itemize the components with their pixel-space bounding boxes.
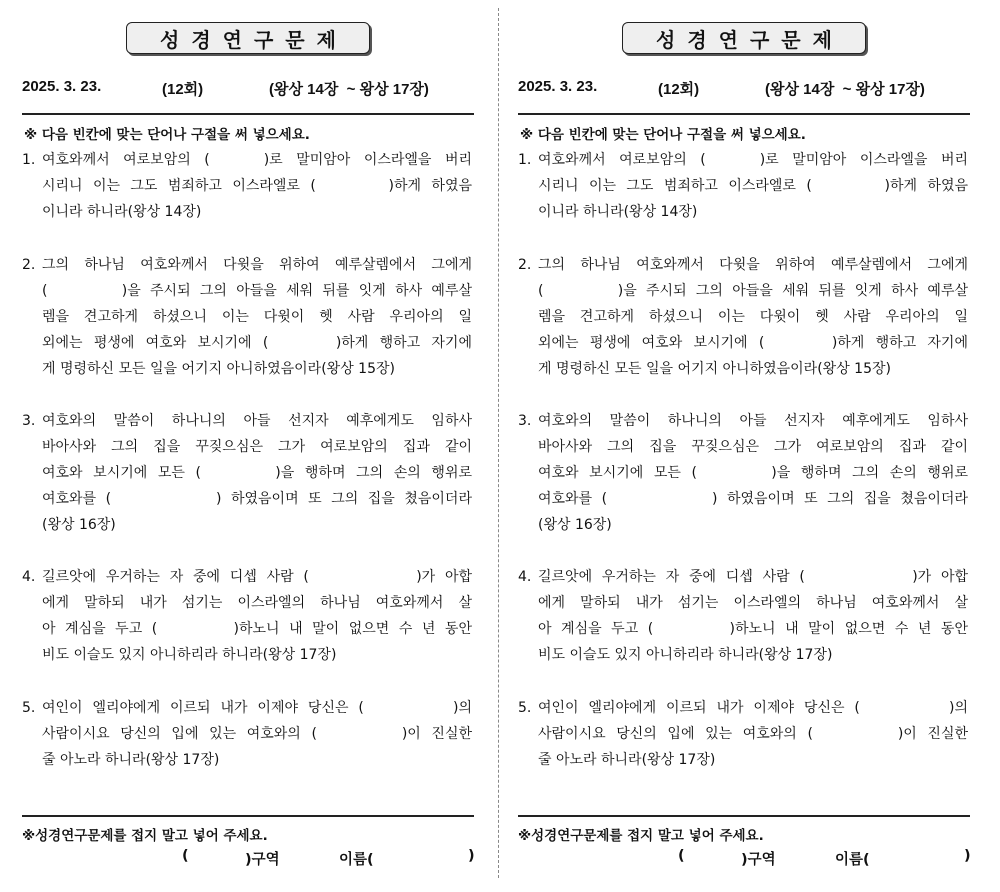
group-label: )구역	[741, 852, 776, 868]
question-4	[22, 564, 472, 668]
question-line: 사람이시요 당신의 입에 있는 여호와의 ( )이 진실한	[538, 726, 968, 742]
name-label: 이름(	[339, 852, 374, 868]
question-line: 이니라 하니라(왕상 14장)	[538, 204, 698, 220]
question-line: 외에는 평생에 여호와 보시기에 ( )하게 행하고 자기에	[42, 335, 472, 351]
question-line: 길르앗에 우거하는 자 중에 디셉 사람 ( )가 아합	[538, 569, 968, 585]
question-line: 비도 이슬도 있지 아니하리라 하니라(왕상 17장)	[538, 647, 833, 663]
question-number: 1.	[518, 152, 532, 168]
question-line: 여인이 엘리야에게 이르되 내가 이제야 당신은 ( )의	[42, 700, 472, 716]
question-line: 여호와께서 여로보암의 ( )로 말미암아 이스라엘을 버리	[42, 152, 472, 168]
instruction: ※ 다음 빈칸에 맞는 단어나 구절을 써 넣으세요.	[24, 127, 310, 143]
question-line: 시리니 이는 그도 범죄하고 이스라엘로 ( )하게 하였음	[538, 178, 968, 194]
round-number: (12회)	[658, 81, 700, 98]
question-number: 5.	[518, 700, 532, 716]
question-line: 렘을 견고하게 하셨으니 이는 다윗이 헷 사람 우리아의 일	[42, 309, 472, 325]
question-number: 5.	[22, 700, 36, 716]
worksheet-title: 성경연구문제	[622, 22, 866, 54]
question-line: 여호와께서 여로보암의 ( )로 말미암아 이스라엘을 버리	[538, 152, 968, 168]
worksheet-left	[22, 0, 478, 892]
question-number: 3.	[22, 413, 36, 429]
question-number: 1.	[22, 152, 36, 168]
footer-note: ※성경연구문제를 접지 말고 넣어 주세요.	[518, 828, 764, 844]
group-open-paren: (	[182, 848, 189, 864]
instruction: ※ 다음 빈칸에 맞는 단어나 구절을 써 넣으세요.	[520, 127, 806, 143]
question-3	[518, 408, 968, 538]
chapter-range: (왕상 14장 ~ 왕상 17장)	[765, 81, 925, 98]
question-line: 그의 하나님 여호와께서 다윗을 위하여 예루살렘에서 그에게	[42, 257, 472, 273]
name-close-paren: )	[468, 848, 475, 864]
question-3	[22, 408, 472, 538]
question-line: 여호와의 말씀이 하나니의 아들 선지자 예후에게도 임하사	[538, 413, 968, 429]
question-line: 바아사와 그의 집을 꾸짖으심은 그가 여로보암의 집과 같이	[42, 439, 472, 455]
question-line: 여호와 보시기에 모든 ( )을 행하며 그의 손의 행위로	[42, 465, 472, 481]
signature-row	[518, 848, 974, 870]
question-4	[518, 564, 968, 668]
question-number: 2.	[22, 257, 36, 273]
question-line: 에게 말하되 내가 섬기는 이스라엘의 하나님 여호와께서 살	[42, 595, 472, 611]
question-line: 줄 아노라 하니라(왕상 17장)	[538, 752, 716, 768]
header-rule	[22, 113, 474, 115]
question-line: 줄 아노라 하니라(왕상 17장)	[42, 752, 220, 768]
question-2	[22, 252, 472, 382]
question-line: 아 계심을 두고 ( )하노니 내 말이 없으면 수 년 동안	[538, 621, 968, 637]
footer-rule	[518, 815, 970, 817]
header-row	[518, 78, 968, 100]
question-line: 게 명령하신 모든 일을 어기지 아니하였음이라(왕상 15장)	[538, 361, 891, 377]
question-number: 4.	[518, 569, 532, 585]
question-line: 여인이 엘리야에게 이르되 내가 이제야 당신은 ( )의	[538, 700, 968, 716]
question-line: 에게 말하되 내가 섬기는 이스라엘의 하나님 여호와께서 살	[538, 595, 968, 611]
page-divider	[498, 8, 499, 878]
chapter-range: (왕상 14장 ~ 왕상 17장)	[269, 81, 429, 98]
group-label: )구역	[245, 852, 280, 868]
question-line: (왕상 16장)	[538, 517, 612, 533]
date: 2025. 3. 23.	[22, 78, 102, 95]
question-line: 비도 이슬도 있지 아니하리라 하니라(왕상 17장)	[42, 647, 337, 663]
question-line: 여호와를 ( ) 하였음이며 또 그의 집을 쳤음이더라	[42, 491, 472, 507]
question-1	[22, 147, 472, 225]
question-1	[518, 147, 968, 225]
question-line: 시리니 이는 그도 범죄하고 이스라엘로 ( )하게 하였음	[42, 178, 472, 194]
round-number: (12회)	[162, 81, 204, 98]
group-open-paren: (	[678, 848, 685, 864]
date: 2025. 3. 23.	[518, 78, 598, 95]
question-number: 2.	[518, 257, 532, 273]
question-5	[518, 695, 968, 773]
question-line: 아 계심을 두고 ( )하노니 내 말이 없으면 수 년 동안	[42, 621, 472, 637]
question-line: 이니라 하니라(왕상 14장)	[42, 204, 202, 220]
question-line: 외에는 평생에 여호와 보시기에 ( )하게 행하고 자기에	[538, 335, 968, 351]
name-close-paren: )	[964, 848, 971, 864]
question-line: 게 명령하신 모든 일을 어기지 아니하였음이라(왕상 15장)	[42, 361, 395, 377]
question-line: ( )을 주시되 그의 아들을 세워 뒤를 잇게 하사 예루살	[42, 283, 472, 299]
name-label: 이름(	[835, 852, 870, 868]
question-line: 여호와의 말씀이 하나니의 아들 선지자 예후에게도 임하사	[42, 413, 472, 429]
signature-row	[22, 848, 478, 870]
question-number: 4.	[22, 569, 36, 585]
header-row	[22, 78, 472, 100]
footer-rule	[22, 815, 474, 817]
question-line: 사람이시요 당신의 입에 있는 여호와의 ( )이 진실한	[42, 726, 472, 742]
question-line: ( )을 주시되 그의 아들을 세워 뒤를 잇게 하사 예루살	[538, 283, 968, 299]
worksheet-title: 성경연구문제	[126, 22, 370, 54]
footer-note: ※성경연구문제를 접지 말고 넣어 주세요.	[22, 828, 268, 844]
question-line: (왕상 16장)	[42, 517, 116, 533]
question-line: 렘을 견고하게 하셨으니 이는 다윗이 헷 사람 우리아의 일	[538, 309, 968, 325]
question-line: 여호와 보시기에 모든 ( )을 행하며 그의 손의 행위로	[538, 465, 968, 481]
worksheet-right	[518, 0, 974, 892]
question-line: 그의 하나님 여호와께서 다윗을 위하여 예루살렘에서 그에게	[538, 257, 968, 273]
question-5	[22, 695, 472, 773]
question-number: 3.	[518, 413, 532, 429]
question-line: 바아사와 그의 집을 꾸짖으심은 그가 여로보암의 집과 같이	[538, 439, 968, 455]
question-line: 여호와를 ( ) 하였음이며 또 그의 집을 쳤음이더라	[538, 491, 968, 507]
question-2	[518, 252, 968, 382]
header-rule	[518, 113, 970, 115]
question-line: 길르앗에 우거하는 자 중에 디셉 사람 ( )가 아합	[42, 569, 472, 585]
